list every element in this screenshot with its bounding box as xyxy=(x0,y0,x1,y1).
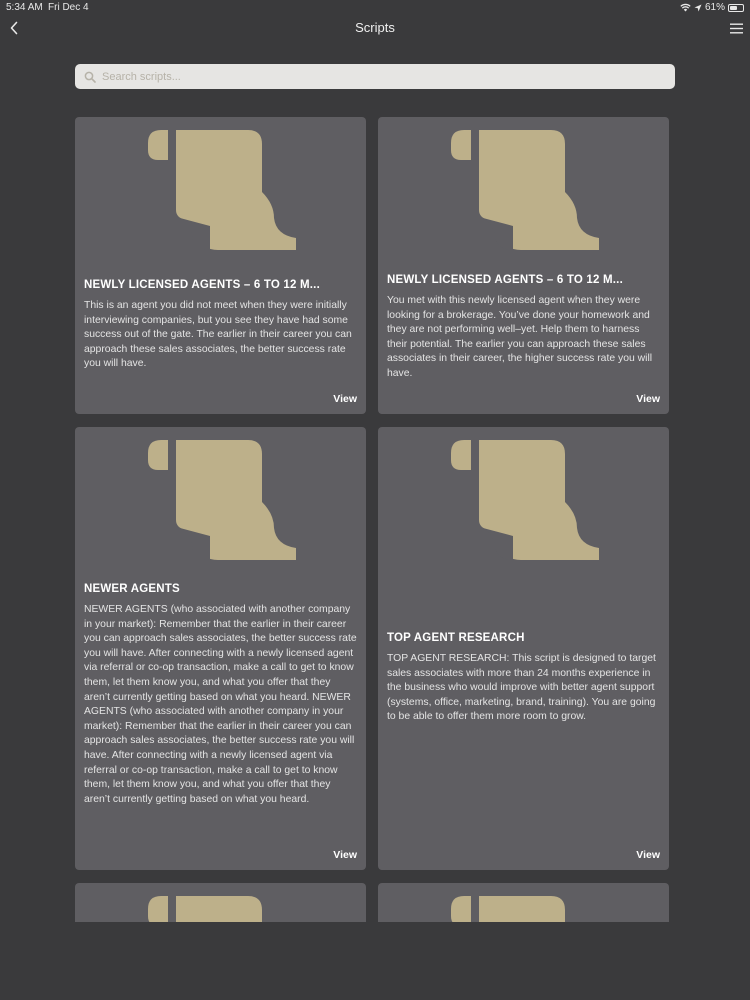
card-description: NEWER AGENTS (who associated with another company in your market): Remember that the earlier in their career you can approach sales associates, the better success rate you will have. After connecting with a newly licensed agent via referral or co-op transaction, make a call to get to know them, let them know you, and what you offer that they aren’t currently getting based on what you heard. NEWER AGENTS (who associated with another company in your market): Remember that the earlier in their career you can approach sales associates, the better success rate you will have. After connecting with a newly licensed agent via referral or co-op transaction, make a call to get to know them, let them know you, and what you offer that they aren’t currently getting based on what you heard. xyxy=(84,604,357,805)
battery-icon xyxy=(728,4,744,12)
script-card[interactable] xyxy=(75,427,366,870)
scroll-icon xyxy=(146,130,296,250)
scroll-icon xyxy=(449,440,599,560)
card-description: TOP AGENT RESEARCH: This script is designed to target sales associates with more than 24 months experience in the business who would improve with better agent support (systems, office, marketing, brand, training). You are going to be able to offer them more room to grow. xyxy=(387,653,656,723)
menu-button[interactable] xyxy=(728,19,744,37)
script-card[interactable] xyxy=(75,117,366,414)
battery-level xyxy=(730,6,737,10)
view-button[interactable]: View xyxy=(333,393,357,405)
scroll-icon xyxy=(449,130,599,250)
search-input[interactable] xyxy=(102,71,662,83)
battery-percent: 61% xyxy=(704,2,725,13)
navigation-bar xyxy=(0,16,750,42)
page-title: Scripts xyxy=(355,20,395,35)
script-card[interactable] xyxy=(378,427,669,870)
card-title: NEWLY LICENSED AGENTS – 6 TO 12 M... xyxy=(387,274,623,286)
script-card[interactable] xyxy=(378,117,669,414)
wifi-icon xyxy=(680,3,691,12)
status-time: 5:34 AM xyxy=(6,2,43,13)
card-description: You met with this newly licensed agent when they were looking for a brokerage. You’ve done your homework and they are not performing well–yet. Help them to harness their potential. The earlier you can approach these sales associates in their career, the higher success rate you will have. xyxy=(387,295,653,379)
status-date: Fri Dec 4 xyxy=(48,2,89,13)
search-bar[interactable] xyxy=(75,64,675,89)
hamburger-menu-icon xyxy=(730,23,743,34)
location-icon xyxy=(694,4,702,12)
view-button[interactable]: View xyxy=(333,849,357,861)
scroll-icon xyxy=(146,440,296,560)
bottom-area xyxy=(0,922,750,1000)
card-title: TOP AGENT RESEARCH xyxy=(387,632,525,644)
card-title: NEWLY LICENSED AGENTS – 6 TO 12 M... xyxy=(84,279,320,291)
view-button[interactable]: View xyxy=(636,849,660,861)
search-icon xyxy=(83,70,97,84)
view-button[interactable]: View xyxy=(636,393,660,405)
status-bar xyxy=(0,0,750,16)
card-title: NEWER AGENTS xyxy=(84,583,180,595)
card-description: This is an agent you did not meet when they were initially interviewing companies, but you see they have had some success out of the gate. The earlier in their career you can approach these sales associates, the better success rate you will have. xyxy=(84,300,352,370)
status-indicators xyxy=(680,2,744,13)
